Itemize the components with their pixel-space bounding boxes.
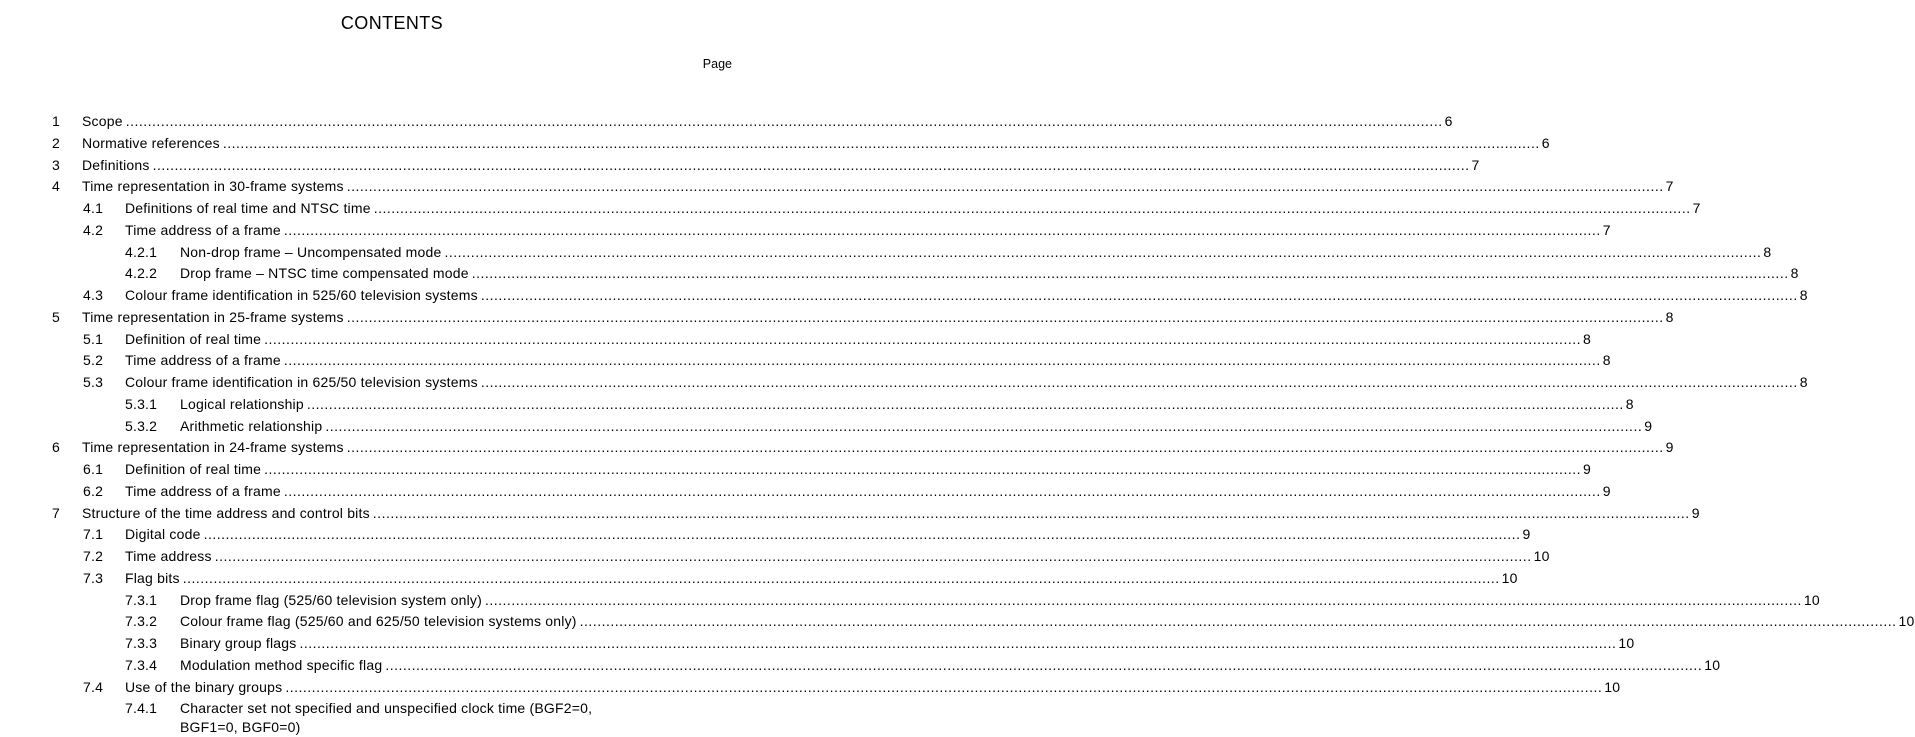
toc-page-number: 10 [1803,591,1820,608]
toc-entry-title: Time representation in 30-frame systems [82,178,344,195]
toc-entry-continuation: BGF1=0, BGF0=0) [180,719,301,736]
toc-page-number: 8 [1790,265,1799,282]
toc-entry[interactable] [0,677,1621,697]
toc-entry-title: Colour frame identification in 525/60 television systems [125,287,478,303]
toc-entry[interactable] [0,155,1480,175]
toc-entry-title: Arithmetic relationship [180,417,323,434]
toc-entry-number: 4 [52,178,60,195]
toc-page-number: 9 [1665,439,1674,456]
toc-page-number: 8 [1665,308,1674,325]
toc-entry-number: 4.3 [83,287,104,303]
toc-entry-title: Modulation method specific flag [180,656,383,673]
toc-entry-title: Scope [82,113,123,129]
toc-entry[interactable] [0,590,1820,610]
toc-leader-dots: ............................................................................................................................................................................................................................................................................................................ [444,243,1762,260]
toc-page-number: 8 [1583,330,1592,347]
toc-page-number: 6 [1444,113,1453,129]
toc-leader-dots: ............................................................................................................................................................................................................................................................................................................ [480,287,1798,303]
toc-entry[interactable] [0,568,1518,588]
toc-entry[interactable] [0,285,1808,305]
toc-page-number: 7 [1692,200,1701,216]
toc-entry[interactable] [0,133,1550,153]
toc-entry-number: 4.2.1 [125,243,158,260]
toc-leader-dots: ............................................................................................................................................................................................................................................................................................................ [182,569,1500,586]
toc-entry[interactable] [0,111,1453,131]
toc-entry-number: 6.1 [83,461,104,477]
toc-entry-number: 4.2.2 [125,265,158,282]
toc-page-number: 10 [1501,569,1518,586]
toc-leader-dots: ............................................................................................................................................................................................................................................................................................................ [299,635,1617,651]
toc-entry[interactable] [0,524,1531,544]
toc-entry[interactable] [0,176,1674,196]
toc-entry-number: 7.3 [83,569,104,586]
toc-entry-title: Time address [125,548,212,564]
toc-entry-number: 5.3.2 [125,417,158,434]
toc-page-number: 8 [1625,395,1634,412]
toc-page-number: 10 [1618,635,1635,651]
toc-entry-title: Non-drop frame – Uncompensated mode [180,243,442,260]
toc-leader-dots: ............................................................................................................................................................................................................................................................................................................ [152,156,1470,173]
toc-entry-number: 4.1 [83,200,104,216]
toc-entry-title: Normative references [82,134,220,151]
toc-page-number: 7 [1665,178,1674,195]
toc-leader-dots: ............................................................................................................................................................................................................................................................................................................ [306,395,1624,412]
toc-entry[interactable] [0,329,1592,349]
toc-entry-title: Definition of real time [125,330,262,347]
toc-leader-dots: ............................................................................................................................................................................................................................................................................................................ [325,417,1643,434]
toc-page-number: 9 [1522,526,1531,543]
toc-entry-number: 5 [52,308,60,325]
toc-entry-title: Flag bits [125,569,180,586]
toc-entry-number: 2 [52,134,60,151]
toc-entry-number: 7.3.4 [125,656,158,673]
toc-entry[interactable] [0,242,1772,262]
toc-page-number: 7 [1602,221,1611,238]
toc-leader-dots: ............................................................................................................................................................................................................................................................................................................ [373,200,1691,216]
toc-entry-title: Drop frame flag (525/60 television system only) [180,591,482,608]
toc-page-number: 9 [1644,417,1653,434]
toc-entry[interactable] [0,698,784,736]
toc-entry-number: 5.3.1 [125,395,158,412]
toc-leader-dots: ............................................................................................................................................................................................................................................................................................................ [346,439,1664,456]
toc-leader-dots: ............................................................................................................................................................................................................................................................................................................ [484,591,1802,608]
toc-entry-number: 7.1 [83,526,104,543]
toc-entry-number: 7.3.2 [125,613,158,630]
toc-entry-title: Drop frame – NTSC time compensated mode [180,265,469,282]
toc-entry-title: Use of the binary groups [125,678,283,695]
toc-leader-dots: ............................................................................................................................................................................................................................................................................................................ [480,374,1798,390]
toc-page-number: 10 [1604,678,1621,695]
toc-entry[interactable] [0,220,1611,240]
toc-entry-title: Logical relationship [180,395,304,412]
toc-entry[interactable] [0,655,1721,675]
toc-entry[interactable] [0,459,1592,479]
toc-entry-number: 5.1 [83,330,104,347]
toc-page-number: 9 [1602,482,1611,499]
toc-page-number: 6 [1541,134,1550,151]
toc-leader-dots: ............................................................................................................................................................................................................................................................................................................ [222,134,1540,151]
toc-entry-number: 7.4.1 [125,700,158,717]
toc-entry[interactable] [0,394,1634,414]
toc-entry-title: Colour frame identification in 625/50 television systems [125,374,478,390]
toc-entry[interactable] [0,198,1701,218]
toc-entry-title: Time representation in 25-frame systems [82,308,344,325]
toc-entry-number: 7.2 [83,548,104,564]
toc-page-number: 8 [1799,374,1808,390]
toc-entry[interactable] [0,633,1635,653]
toc-entry-title: Time address of a frame [125,482,281,499]
page-column-label: Page [702,57,732,71]
toc-leader-dots: ............................................................................................................................................................................................................................................................................................................ [283,221,1601,238]
toc-entry-number: 7.3.1 [125,591,158,608]
page-title: CONTENTS [340,13,444,33]
toc-entry-title: Definitions [82,156,150,173]
toc-entry-title: Digital code [125,526,201,543]
toc-leader-dots: ............................................................................................................................................................................................................................................................................................................ [283,352,1601,369]
toc-entry-title: Time address of a frame [125,352,281,369]
toc-entry-number: 7 [52,504,60,521]
toc-entry-number: 3 [52,156,60,173]
toc-page-number: 8 [1602,352,1611,369]
toc-entry-number: 6 [52,439,60,456]
toc-entry[interactable] [0,481,1611,501]
toc-entry[interactable] [0,503,1700,523]
toc-page-number: 10 [1533,548,1550,564]
toc-entry[interactable] [0,350,1611,370]
toc-page-number: 8 [1763,243,1772,260]
toc-page-number: 7 [1471,156,1480,173]
toc-entry-title: Colour frame flag (525/60 and 625/50 television systems only) [180,613,577,630]
toc-page-number: 9 [1691,504,1700,521]
toc-entry[interactable] [0,611,1915,631]
toc-entry-title: Structure of the time address and control bits [82,504,370,521]
toc-entry-title: Time address of a frame [125,221,281,238]
toc-entry-number: 4.2 [83,221,104,238]
toc-leader-dots: ............................................................................................................................................................................................................................................................................................................ [579,613,1897,630]
toc-leader-dots: ............................................................................................................................................................................................................................................................................................................ [214,548,1532,564]
toc-entry[interactable] [0,546,1550,566]
toc-leader-dots: ............................................................................................................................................................................................................................................................................................................ [346,178,1664,195]
toc-entry-number: 6.2 [83,482,104,499]
toc-page-number: 10 [1704,656,1721,673]
toc-page-number: 9 [1583,461,1592,477]
toc-leader-dots: ............................................................................................................................................................................................................................................................................................................ [283,482,1601,499]
toc-entry[interactable] [0,416,1653,436]
toc-entry-number: 1 [52,113,60,129]
toc-leader-dots: ............................................................................................................................................................................................................................................................................................................ [264,461,1582,477]
toc-leader-dots: ............................................................................................................................................................................................................................................................................................................ [264,330,1582,347]
toc-entry[interactable] [0,263,1799,283]
toc-leader-dots: ............................................................................................................................................................................................................................................................................................................ [285,678,1603,695]
toc-entry-number: 5.2 [83,352,104,369]
toc-leader-dots: ............................................................................................................................................................................................................................................................................................................ [372,504,1690,521]
toc-leader-dots: ............................................................................................................................................................................................................................................................................................................ [203,526,1521,543]
toc-leader-dots: ............................................................................................................................................................................................................................................................................................................ [125,113,1443,129]
toc-leader-dots: ............................................................................................................................................................................................................................................................................................................ [385,656,1703,673]
toc-entry[interactable] [0,372,1808,392]
toc-page-number: 10 [1898,613,1915,630]
toc-entry-number: 5.3 [83,374,104,390]
toc-entry-number: 7.4 [83,678,104,695]
toc-entry-title: Time representation in 24-frame systems [82,439,344,456]
toc-leader-dots: ............................................................................................................................................................................................................................................................................................................ [471,265,1789,282]
toc-entry[interactable] [0,307,1674,327]
toc-leader-dots: ............................................................................................................................................................................................................................................................................................................ [346,308,1664,325]
toc-entry-title: Definitions of real time and NTSC time [125,200,371,216]
toc-entry-number: 7.3.3 [125,635,158,651]
toc-page-number: 8 [1799,287,1808,303]
toc-entry-title: Binary group flags [180,635,297,651]
toc-entry[interactable] [0,437,1674,457]
toc-entry-title: Character set not specified and unspecified clock time (BGF2=0, [180,700,593,717]
toc-entry-title: Definition of real time [125,461,262,477]
